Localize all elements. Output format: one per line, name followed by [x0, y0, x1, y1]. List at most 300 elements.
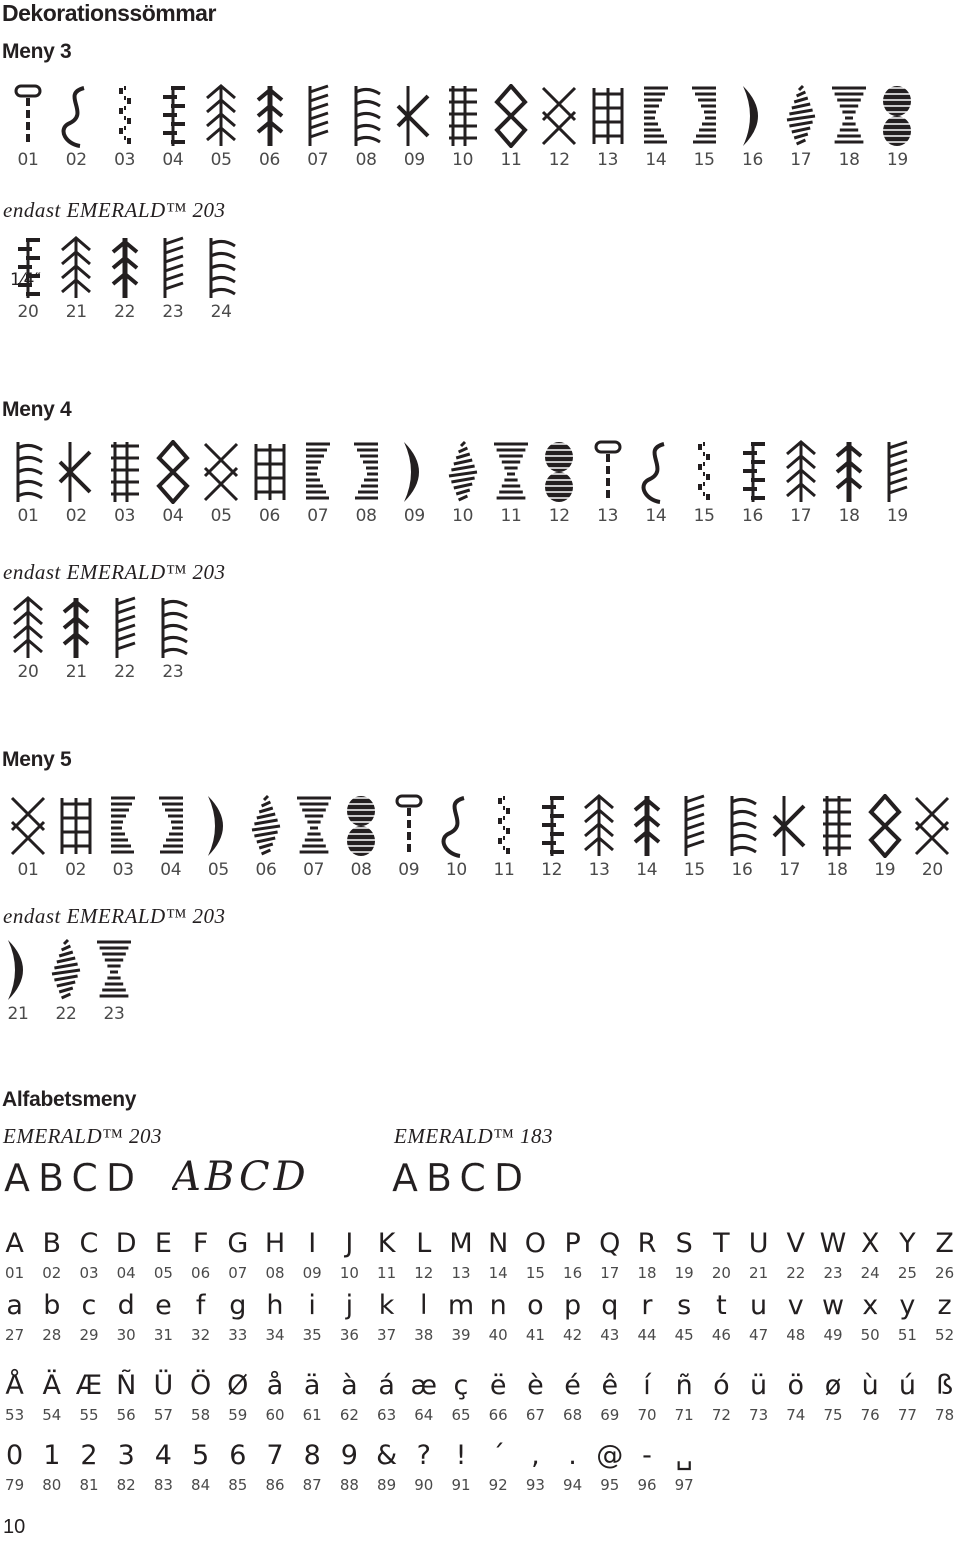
alphabet-number: 79	[5, 1476, 25, 1494]
alphabet-char: V	[786, 1228, 806, 1259]
stitch-number: 16	[741, 150, 764, 170]
stitch-pattern-06	[242, 794, 290, 858]
stitch-pattern-21	[0, 938, 42, 1002]
alphabet-number: 12	[414, 1264, 434, 1282]
stitch-pattern-15	[680, 84, 728, 148]
stitch-pattern-21	[52, 596, 100, 660]
stitch-number: 10	[445, 860, 467, 880]
stitch-number: 14	[636, 860, 658, 880]
alphabet-char: I	[308, 1228, 317, 1259]
stitch-number: 16	[741, 506, 764, 526]
alphabet-char: 8	[303, 1440, 321, 1471]
alphabet-char: C	[79, 1228, 99, 1259]
alphabet-char: 4	[154, 1440, 172, 1471]
alphabet-number: 88	[339, 1476, 359, 1494]
alphabet-char: m	[447, 1290, 475, 1321]
menu-3-extra-label: endast EMERALD™ 203	[3, 198, 226, 222]
stitch-number: 12	[548, 150, 570, 170]
alphabet-number: 19	[674, 1264, 694, 1282]
stitch-number: 13	[597, 506, 619, 526]
alphabet-char: Å	[5, 1370, 24, 1401]
alphabet-number: 95	[600, 1476, 620, 1494]
alphabet-char: Q	[599, 1228, 621, 1259]
alphabet-char: E	[154, 1228, 172, 1259]
alphabet-number: 47	[749, 1326, 769, 1344]
stitch-number: 15	[693, 150, 715, 170]
alphabet-number: 41	[525, 1326, 545, 1344]
stitch-pattern-09	[390, 440, 438, 504]
alphabet-char: è	[527, 1370, 544, 1401]
alphabet-char: ␣	[675, 1440, 693, 1471]
alphabet-number: 76	[860, 1406, 880, 1424]
stitch-pattern-06	[246, 440, 294, 504]
alphabet-char: W	[819, 1228, 847, 1259]
script-font-sample-203: ABCD	[172, 1154, 310, 1200]
quarter-inch-note: 1⁄4″	[10, 270, 41, 290]
alphabet-char: J	[345, 1228, 354, 1259]
stitch-pattern-13	[584, 440, 632, 504]
alphabet-number: 35	[302, 1326, 322, 1344]
stitch-number: 19	[886, 506, 908, 526]
alphabet-number: 29	[79, 1326, 99, 1344]
stitch-number: 19	[874, 860, 896, 880]
alphabet-number: 44	[637, 1326, 657, 1344]
alphabet-number: 80	[42, 1476, 62, 1494]
stitch-number: 17	[779, 860, 801, 880]
alphabet-number: 22	[786, 1264, 806, 1282]
alphabet-char: é	[564, 1370, 581, 1401]
alphabet-char: ø	[824, 1370, 842, 1401]
alphabet-number: 51	[897, 1326, 917, 1344]
alphabet-number: 42	[563, 1326, 583, 1344]
alphabet-char: s	[677, 1290, 692, 1321]
alphabet-number: 33	[228, 1326, 248, 1344]
alphabet-char: ù	[861, 1370, 879, 1401]
stitch-pattern-07	[290, 794, 338, 858]
alphabet-number: 90	[414, 1476, 434, 1494]
alphabet-char: Ü	[153, 1370, 174, 1401]
page-number: 10	[3, 1516, 26, 1538]
stitch-number: 04	[162, 150, 184, 170]
alphabet-number: 28	[42, 1326, 62, 1344]
alphabet-number: 06	[191, 1264, 211, 1282]
alphabet-number: 67	[525, 1406, 545, 1424]
stitch-pattern-03	[99, 794, 147, 858]
alphabet-number: 31	[153, 1326, 173, 1344]
stitch-number: 09	[398, 860, 420, 880]
block-font-sample-203: ABCD	[4, 1156, 144, 1200]
stitch-pattern-17	[777, 84, 825, 148]
stitch-pattern-23	[90, 938, 138, 1002]
alphabet-char: S	[675, 1228, 693, 1259]
alphabet-number: 26	[935, 1264, 955, 1282]
alphabet-number: 66	[488, 1406, 508, 1424]
alphabet-char: ñ	[675, 1370, 693, 1401]
alphabet-number: 94	[563, 1476, 583, 1494]
stitch-number: 01	[17, 506, 39, 526]
block-font-sample-183: ABCD	[392, 1156, 532, 1200]
alphabet-char: R	[637, 1228, 657, 1259]
stitch-pattern-01	[4, 84, 52, 148]
alphabet-number: 52	[935, 1326, 955, 1344]
alphabet-char: A	[5, 1228, 24, 1259]
stitch-pattern-23	[149, 236, 197, 300]
alphabet-number: 45	[674, 1326, 694, 1344]
alphabet-char: X	[860, 1228, 880, 1259]
menu-4-heading: Meny 4	[2, 398, 72, 421]
alphabet-number: 25	[897, 1264, 917, 1282]
alphabet-number: 32	[191, 1326, 211, 1344]
alphabet-number: 96	[637, 1476, 657, 1494]
menu-3-extra-row	[0, 236, 960, 356]
alphabet-char: t	[716, 1290, 727, 1321]
stitch-number: 01	[17, 860, 39, 880]
alphabet-char: v	[787, 1290, 804, 1321]
stitch-number: 12	[541, 860, 563, 880]
alphabet-number: 59	[228, 1406, 248, 1424]
page-title: Dekorationssömmar	[2, 0, 216, 26]
stitch-number: 13	[588, 860, 610, 880]
stitch-number: 22	[114, 662, 136, 682]
alphabet-number: 58	[191, 1406, 211, 1424]
stitch-pattern-16	[729, 440, 777, 504]
alphabet-char: c	[81, 1290, 97, 1321]
menu-5-stitch-row	[0, 794, 960, 914]
alphabet-char: ë	[489, 1370, 507, 1401]
stitch-number: 09	[403, 150, 425, 170]
alphabet-number: 39	[451, 1326, 471, 1344]
alphabet-char: .	[568, 1440, 577, 1471]
stitch-pattern-04	[149, 84, 197, 148]
stitch-pattern-05	[194, 794, 242, 858]
alphabet-number: 57	[153, 1406, 173, 1424]
stitch-pattern-16	[718, 794, 766, 858]
alphabet-char: Ø	[227, 1370, 249, 1401]
alphabet-number: 92	[488, 1476, 508, 1494]
alphabet-number: 15	[525, 1264, 545, 1282]
alphabet-char: T	[713, 1228, 730, 1259]
menu-3-stitch-row	[0, 84, 960, 204]
alphabet-number: 01	[5, 1264, 25, 1282]
alphabet-number: 46	[711, 1326, 731, 1344]
stitch-pattern-08	[342, 440, 390, 504]
stitch-number: 05	[207, 860, 229, 880]
stitch-number: 06	[258, 150, 281, 170]
alphabet-number: 09	[302, 1264, 322, 1282]
alphabet-char: Ö	[189, 1370, 212, 1401]
alphabet-char: ö	[787, 1370, 805, 1401]
alphabet-char: ç	[453, 1370, 469, 1401]
stitch-pattern-21	[52, 236, 100, 300]
stitch-pattern-12	[535, 84, 583, 148]
alphabet-char: M	[449, 1228, 473, 1259]
alphabet-number: 20	[711, 1264, 731, 1282]
stitch-number: 23	[162, 302, 184, 322]
stitch-pattern-18	[813, 794, 861, 858]
alphabet-number: 13	[451, 1264, 471, 1282]
alphabet-char: e	[155, 1290, 172, 1321]
alphabet-number: 36	[339, 1326, 359, 1344]
menu-3-heading: Meny 3	[2, 40, 72, 63]
alphabet-number: 78	[935, 1406, 955, 1424]
alphabet-number: 73	[749, 1406, 769, 1424]
stitch-number: 03	[114, 150, 136, 170]
stitch-pattern-13	[575, 794, 623, 858]
alphabet-char: Y	[899, 1228, 916, 1259]
alphabet-char: æ	[410, 1370, 438, 1401]
alphabet-char: n	[489, 1290, 507, 1321]
stitch-number: 08	[355, 150, 377, 170]
alphabet-number: 30	[116, 1326, 136, 1344]
stitch-number: 19	[886, 150, 908, 170]
stitch-number: 03	[114, 506, 136, 526]
stitch-pattern-10	[439, 84, 487, 148]
stitch-number: 18	[826, 860, 848, 880]
alphabet-number: 05	[153, 1264, 173, 1282]
stitch-pattern-11	[487, 84, 535, 148]
alphabet-char: k	[378, 1290, 395, 1321]
alphabet-char: K	[377, 1228, 396, 1259]
stitch-number: 14	[645, 506, 667, 526]
alphabet-char: L	[416, 1228, 432, 1259]
stitch-number: 08	[355, 506, 377, 526]
stitch-pattern-20	[4, 236, 52, 300]
menu-5-extra-label: endast EMERALD™ 203	[3, 904, 226, 928]
stitch-pattern-14	[632, 440, 680, 504]
alphabet-number: 69	[600, 1406, 620, 1424]
alphabet-char: ß	[936, 1370, 954, 1401]
stitch-pattern-04	[147, 794, 195, 858]
alphabet-number: 40	[488, 1326, 508, 1344]
alphabet-number: 16	[563, 1264, 583, 1282]
alphabet-char: å	[266, 1370, 284, 1401]
alphabet-number: 55	[79, 1406, 99, 1424]
stitch-pattern-10	[432, 794, 480, 858]
alphabet-char: Z	[935, 1228, 954, 1259]
stitch-pattern-07	[294, 84, 342, 148]
alphabet-char: G	[227, 1228, 249, 1259]
alphabet-number: 54	[42, 1406, 62, 1424]
menu-4-extra-label: endast EMERALD™ 203	[3, 560, 226, 584]
stitch-number: 12	[548, 506, 570, 526]
stitch-pattern-17	[766, 794, 814, 858]
alphabet-number: 50	[860, 1326, 880, 1344]
stitch-number: 17	[790, 150, 812, 170]
alphabet-char: ü	[750, 1370, 768, 1401]
alphabet-number: 38	[414, 1326, 434, 1344]
stitch-number: 21	[65, 302, 87, 322]
alphabet-char: 2	[80, 1440, 98, 1471]
stitch-pattern-12	[535, 440, 583, 504]
stitch-number: 03	[112, 860, 134, 880]
stitch-number: 02	[65, 150, 87, 170]
alphabet-char: 6	[229, 1440, 247, 1471]
stitch-pattern-02	[52, 440, 100, 504]
stitch-pattern-09	[385, 794, 433, 858]
alphabet-number: 04	[116, 1264, 136, 1282]
stitch-number: 18	[838, 150, 860, 170]
alphabet-char: d	[117, 1290, 135, 1321]
stitch-number: 08	[350, 860, 372, 880]
stitch-pattern-05	[197, 440, 245, 504]
alphabet-char: l	[420, 1290, 428, 1321]
alphabet-char: ?	[416, 1440, 431, 1471]
stitch-pattern-23	[149, 596, 197, 660]
alphabet-char: i	[308, 1290, 316, 1321]
stitch-pattern-13	[584, 84, 632, 148]
alphabet-number: 49	[823, 1326, 843, 1344]
stitch-pattern-19	[873, 84, 921, 148]
stitch-pattern-22	[101, 596, 149, 660]
alphabet-number: 77	[897, 1406, 917, 1424]
alphabet-char: z	[937, 1290, 952, 1321]
stitch-number: 02	[65, 860, 87, 880]
stitch-pattern-14	[623, 794, 671, 858]
alphabet-char: u	[750, 1290, 768, 1321]
alphabet-number: 87	[302, 1476, 322, 1494]
alphabet-number: 81	[79, 1476, 99, 1494]
alphabet-number: 24	[860, 1264, 880, 1282]
alphabet-char: b	[43, 1290, 61, 1321]
stitch-number: 20	[921, 860, 943, 880]
stitch-pattern-15	[670, 794, 718, 858]
stitch-pattern-06	[246, 84, 294, 148]
alphabet-char: ´	[491, 1440, 505, 1471]
alphabet-char: 5	[192, 1440, 210, 1471]
stitch-pattern-08	[342, 84, 390, 148]
alphabet-number: 70	[637, 1406, 657, 1424]
stitch-number: 11	[500, 150, 522, 170]
stitch-pattern-10	[439, 440, 487, 504]
alphabet-char: á	[378, 1370, 395, 1401]
stitch-number: 06	[255, 860, 277, 880]
stitch-pattern-11	[480, 794, 528, 858]
alphabet-number: 17	[600, 1264, 620, 1282]
alphabet-number: 11	[377, 1264, 397, 1282]
stitch-number: 16	[731, 860, 753, 880]
alphabet-char: !	[455, 1440, 467, 1471]
alphabet-char: Ñ	[116, 1370, 137, 1401]
alphabet-char: w	[821, 1290, 845, 1321]
alphabet-char: P	[564, 1228, 581, 1259]
menu-4-extra-row	[0, 596, 960, 716]
alphabet-number: 85	[228, 1476, 248, 1494]
alphabet-number: 62	[339, 1406, 359, 1424]
stitch-number: 07	[307, 506, 329, 526]
alphabet-char: a	[6, 1290, 23, 1321]
stitch-number: 02	[65, 506, 87, 526]
alphabet-char: 0	[6, 1440, 24, 1471]
alphabet-number: 43	[600, 1326, 620, 1344]
alphabet-char: ,	[531, 1440, 540, 1471]
alphabet-number: 18	[637, 1264, 657, 1282]
model-183-label: EMERALD™ 183	[394, 1124, 553, 1148]
alphabet-char: -	[642, 1440, 652, 1471]
alphabet-number: 53	[5, 1406, 25, 1424]
stitch-number: 24	[210, 302, 232, 322]
alphabet-char: h	[266, 1290, 284, 1321]
menu-5-heading: Meny 5	[2, 748, 72, 771]
alphabet-number: 84	[191, 1476, 211, 1494]
stitch-number: 10	[452, 150, 474, 170]
stitch-pattern-18	[825, 440, 873, 504]
stitch-pattern-19	[873, 440, 921, 504]
alphabet-number: 14	[488, 1264, 508, 1282]
stitch-number: 07	[307, 150, 329, 170]
alphabet-char: j	[345, 1290, 354, 1321]
alphabet-number: 27	[5, 1326, 25, 1344]
stitch-pattern-20	[4, 596, 52, 660]
alphabet-number: 82	[116, 1476, 136, 1494]
stitch-number: 01	[17, 150, 39, 170]
alphabet-number: 34	[265, 1326, 285, 1344]
stitch-number: 11	[493, 860, 515, 880]
alphabet-number: 02	[42, 1264, 62, 1282]
stitch-pattern-08	[337, 794, 385, 858]
alphabet-char: r	[641, 1290, 653, 1321]
alphabet-number: 65	[451, 1406, 471, 1424]
alphabet-char: q	[601, 1290, 619, 1321]
stitch-number: 05	[210, 150, 232, 170]
stitch-pattern-19	[861, 794, 909, 858]
stitch-pattern-15	[680, 440, 728, 504]
stitch-pattern-04	[149, 440, 197, 504]
stitch-number: 05	[210, 506, 232, 526]
alphabet-char: Æ	[75, 1370, 103, 1401]
alphabet-number: 93	[525, 1476, 545, 1494]
alphabet-number: 89	[377, 1476, 397, 1494]
stitch-number: 04	[160, 860, 182, 880]
alphabet-number: 64	[414, 1406, 434, 1424]
stitch-pattern-22	[42, 938, 90, 1002]
alphabet-char: ê	[601, 1370, 619, 1401]
alphabet-char: N	[488, 1228, 509, 1259]
stitch-pattern-24	[197, 236, 245, 300]
stitch-number: 22	[55, 1004, 77, 1024]
alphabet-number: 48	[786, 1326, 806, 1344]
alphabet-char: g	[229, 1290, 247, 1321]
alphabet-heading: Alfabetsmeny	[2, 1088, 137, 1111]
alphabet-number: 08	[265, 1264, 285, 1282]
stitch-number: 15	[693, 506, 715, 526]
stitch-number: 21	[65, 662, 87, 682]
stitch-pattern-09	[390, 84, 438, 148]
stitch-pattern-02	[52, 84, 100, 148]
alphabet-number: 91	[451, 1476, 471, 1494]
stitch-number: 09	[403, 506, 425, 526]
menu-5-extra-row	[0, 938, 960, 1058]
alphabet-number: 75	[823, 1406, 843, 1424]
alphabet-number: 56	[116, 1406, 136, 1424]
stitch-number: 22	[114, 302, 136, 322]
alphabet-number: 83	[153, 1476, 173, 1494]
alphabet-char: 3	[117, 1440, 135, 1471]
stitch-number: 15	[683, 860, 705, 880]
stitch-pattern-03	[101, 84, 149, 148]
alphabet-char: í	[643, 1370, 651, 1401]
stitch-pattern-01	[4, 440, 52, 504]
stitch-number: 17	[790, 506, 812, 526]
stitch-number: 10	[452, 506, 474, 526]
alphabet-number: 63	[377, 1406, 397, 1424]
alphabet-char: F	[192, 1228, 209, 1259]
alphabet-char: o	[527, 1290, 544, 1321]
alphabet-number: 74	[786, 1406, 806, 1424]
alphabet-char: ó	[713, 1370, 730, 1401]
stitch-number: 04	[162, 506, 184, 526]
stitch-pattern-12	[528, 794, 576, 858]
stitch-pattern-02	[52, 794, 100, 858]
